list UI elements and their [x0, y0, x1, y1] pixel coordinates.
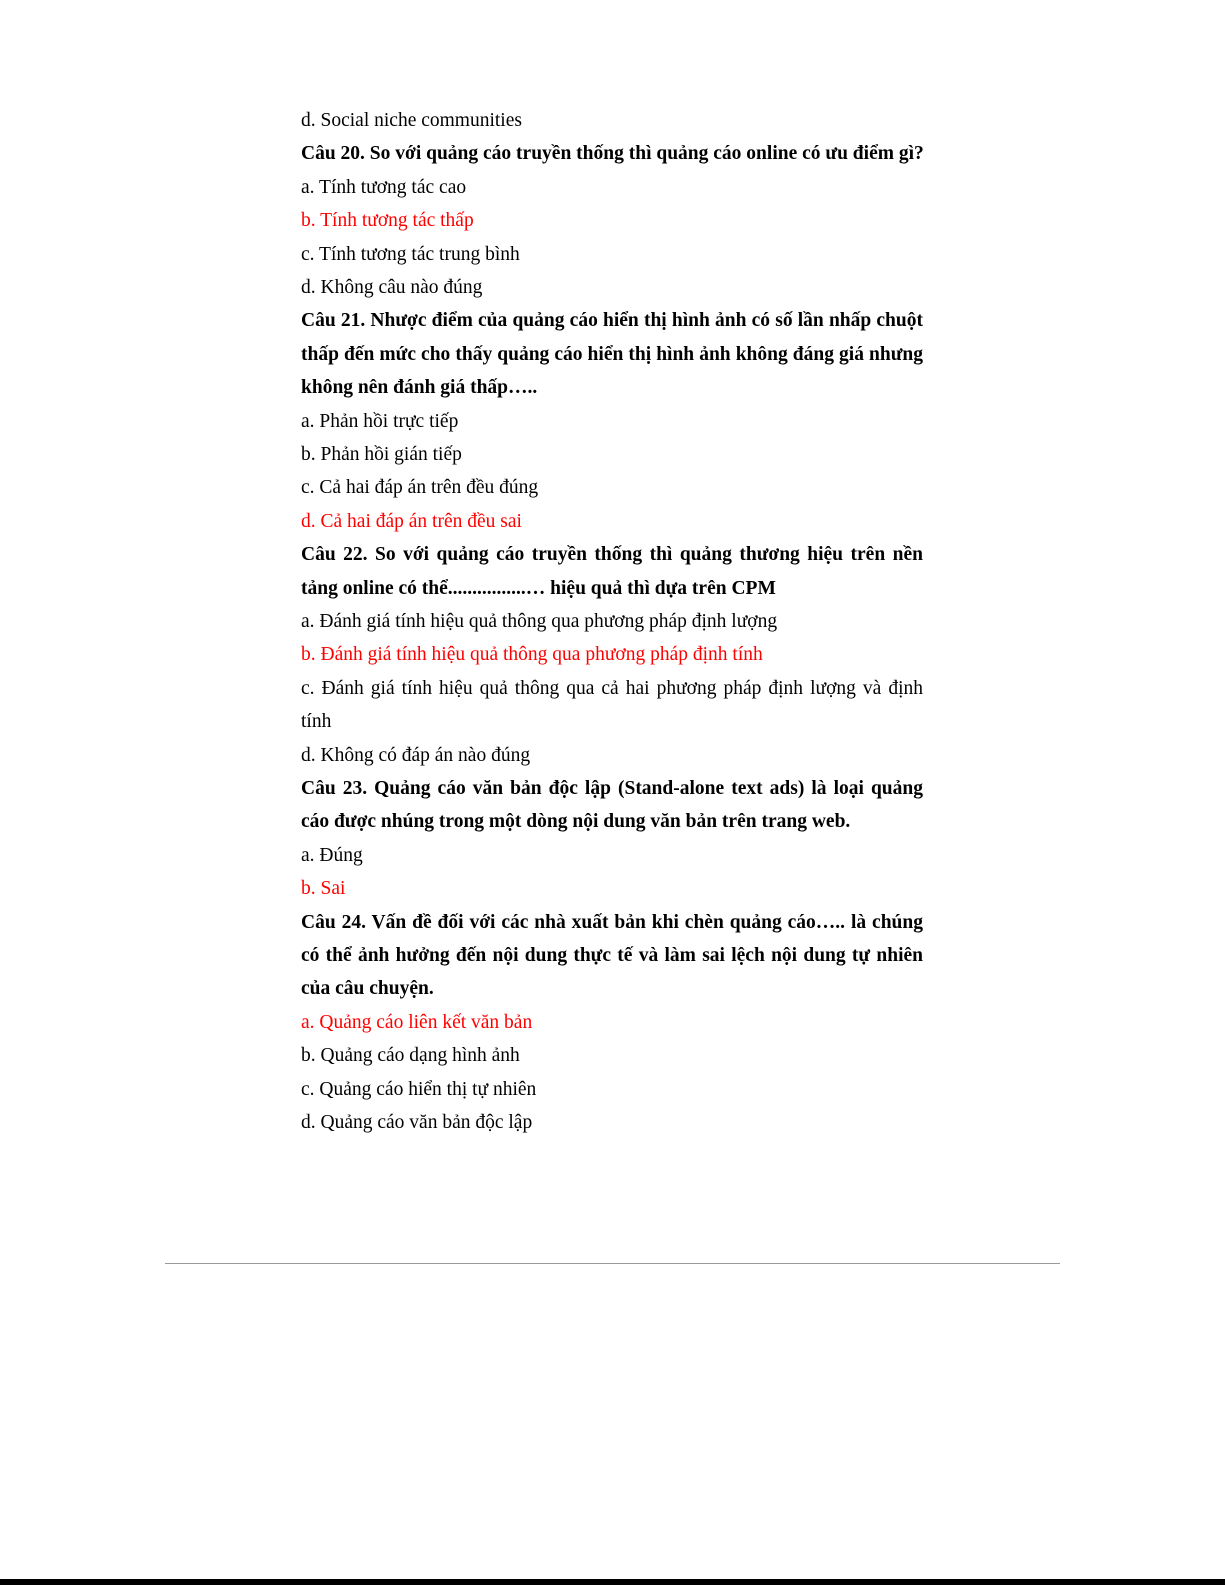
question-21 [301, 304, 923, 538]
question-24 [301, 906, 923, 1140]
question-21-text: Câu 21. Nhược điểm của quảng cáo hiển thị hình ảnh có số lần nhấp chuột thấp đến mức cho thấy quảng cáo hiển thị hình ảnh không đáng giá nhưng không nên đánh giá thấp….. [301, 310, 923, 399]
question-23-option-a: a. Đúng [301, 844, 363, 866]
question-22-option-d: d. Không có đáp án nào đúng [301, 744, 531, 766]
question-22 [301, 538, 923, 772]
question-20-option-d: d. Không câu nào đúng [301, 276, 483, 298]
option-d-carryover: d. Social niche communities [301, 110, 522, 131]
question-23-option-b-correct: b. Sai [301, 878, 346, 900]
question-24-option-d: d. Quảng cáo văn bản độc lập [301, 1111, 533, 1133]
question-21-option-c: c. Cả hai đáp án trên đều đúng [301, 477, 539, 499]
question-24-option-c: c. Quảng cáo hiển thị tự nhiên [301, 1078, 537, 1100]
question-23-text: Câu 23. Quảng cáo văn bản độc lập (Stand-alone text ads) là loại quảng cáo được nhúng trong một dòng nội dung văn bản trên trang web. [301, 777, 923, 833]
question-24-option-a-correct: a. Quảng cáo liên kết văn bản [301, 1011, 533, 1033]
question-21-option-a: a. Phản hồi trực tiếp [301, 410, 459, 432]
question-20 [301, 137, 923, 304]
question-22-text: Câu 22. So với quảng cáo truyền thống thì quảng thương hiệu trên nền tảng online có thể................… hiệu quả thì dựa trên CPM [301, 544, 923, 599]
question-20-option-a: a. Tính tương tác cao [301, 176, 467, 198]
question-24-text: Câu 24. Vấn đề đối với các nhà xuất bản khi chèn quảng cáo….. là chúng có thể ảnh hưởng đến nội dung thực tế và làm sai lệch nội dung tự nhiên của câu chuyện. [301, 911, 923, 1000]
question-22-option-c: c. Đánh giá tính hiệu quả thông qua cả hai phương pháp định lượng và định tính [301, 677, 923, 733]
question-24-option-b: b. Quảng cáo dạng hình ảnh [301, 1045, 520, 1067]
question-23 [301, 772, 923, 906]
question-20-option-c: c. Tính tương tác trung bình [301, 243, 520, 265]
question-21-option-d-correct: d. Cả hai đáp án trên đều sai [301, 510, 522, 532]
question-22-option-a: a. Đánh giá tính hiệu quả thông qua phương pháp định lượng [301, 610, 778, 632]
page-footer-rule [165, 1263, 1060, 1264]
document-body [301, 104, 923, 1139]
question-20-text: Câu 20. So với quảng cáo truyền thống thì quảng cáo online có ưu điểm gì? [301, 143, 924, 165]
question-22-option-b-correct: b. Đánh giá tính hiệu quả thông qua phương pháp định tính [301, 644, 763, 666]
question-21-option-b: b. Phản hồi gián tiếp [301, 443, 462, 465]
page-bottom-border [0, 1579, 1225, 1585]
question-20-option-b-correct: b. Tính tương tác thấp [301, 210, 474, 232]
